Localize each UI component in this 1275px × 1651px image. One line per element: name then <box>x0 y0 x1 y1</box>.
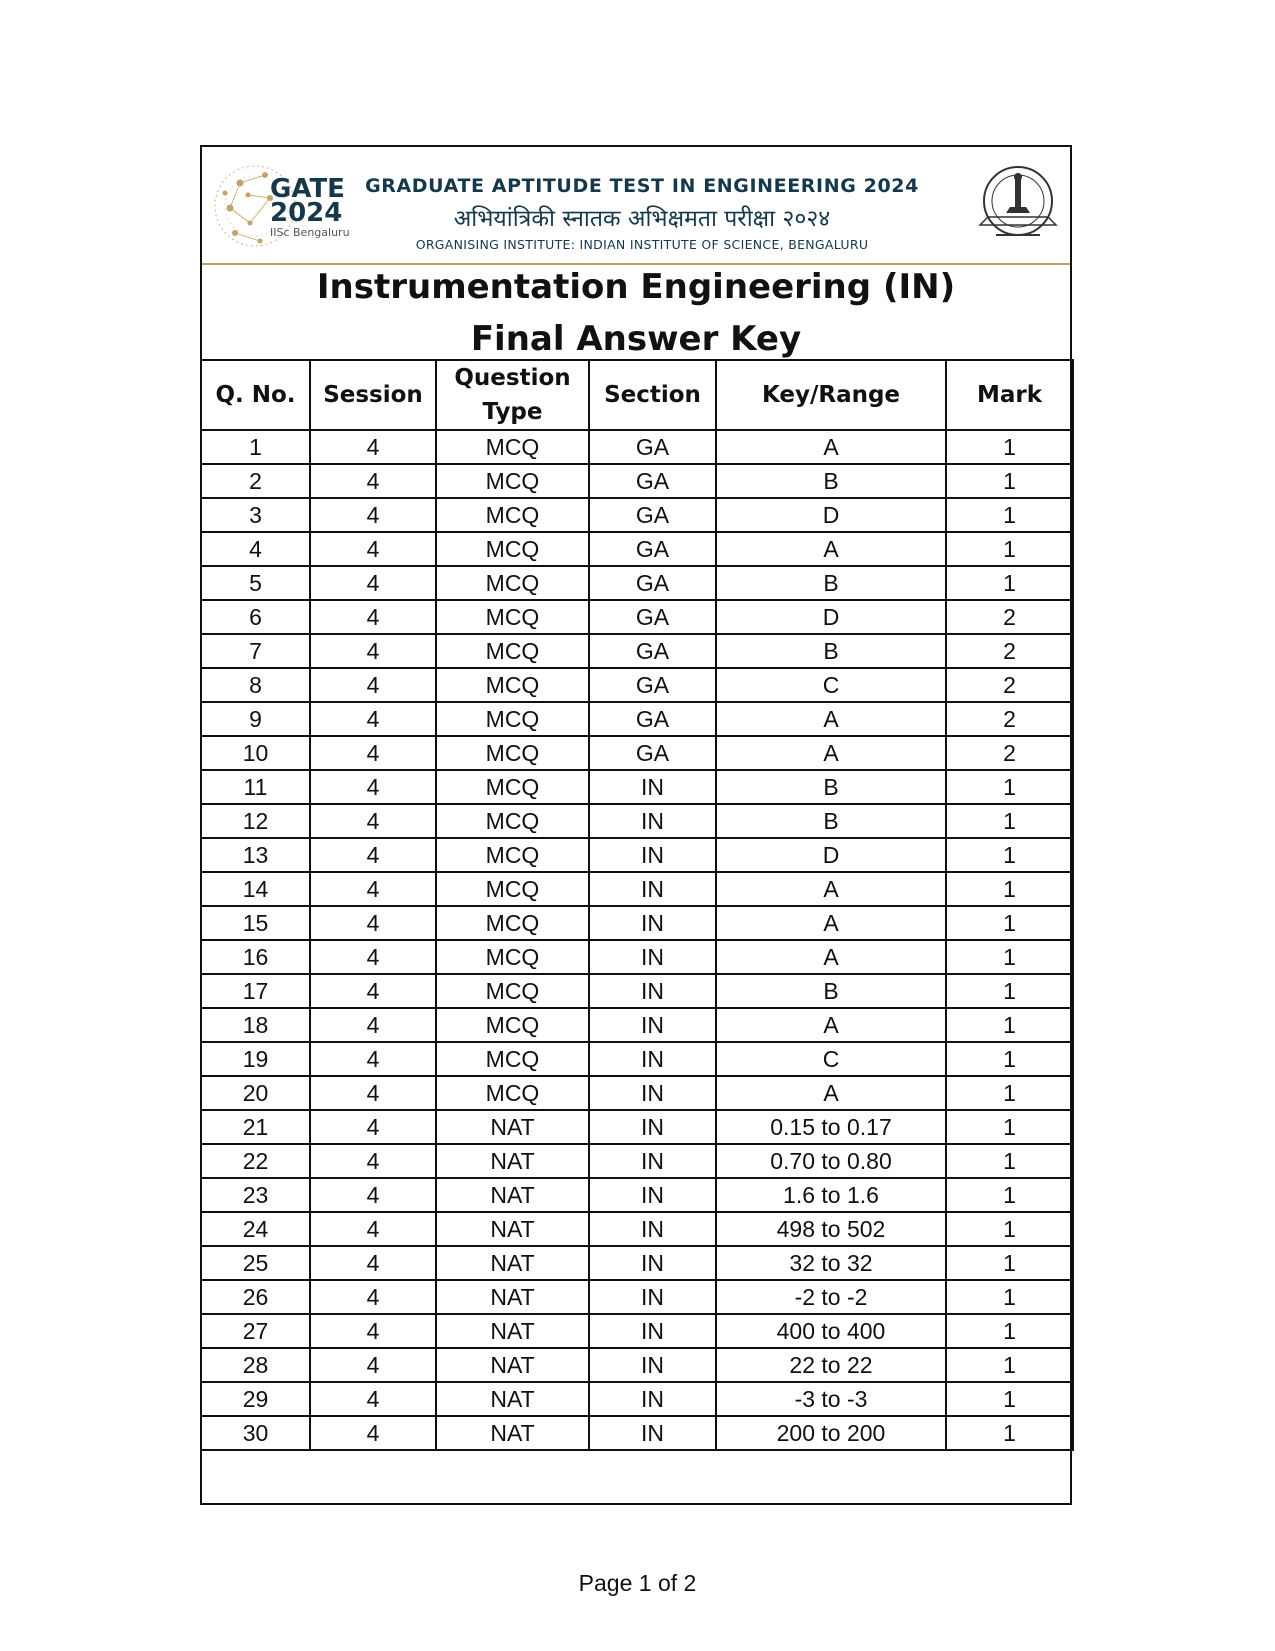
cell-qno: 29 <box>201 1382 310 1416</box>
cell-question-type: NAT <box>436 1416 589 1450</box>
cell-session: 4 <box>310 1212 436 1246</box>
cell-question-type: MCQ <box>436 838 589 872</box>
cell-key-range: C <box>716 1042 946 1076</box>
cell-qno: 5 <box>201 566 310 600</box>
cell-question-type: NAT <box>436 1348 589 1382</box>
cell-key-range: A <box>716 702 946 736</box>
table-row <box>201 1212 1073 1246</box>
table-row <box>201 1348 1073 1382</box>
table-row <box>201 974 1073 1008</box>
cell-mark: 1 <box>946 566 1073 600</box>
cell-question-type: NAT <box>436 1246 589 1280</box>
cell-session: 4 <box>310 1178 436 1212</box>
table-row <box>201 1076 1073 1110</box>
table-row <box>201 1008 1073 1042</box>
cell-section: IN <box>589 838 716 872</box>
cell-qno: 19 <box>201 1042 310 1076</box>
cell-section: IN <box>589 1110 716 1144</box>
cell-qno: 8 <box>201 668 310 702</box>
cell-question-type: MCQ <box>436 770 589 804</box>
table-row <box>201 668 1073 702</box>
table-row <box>201 430 1073 464</box>
cell-mark: 1 <box>946 770 1073 804</box>
cell-mark: 1 <box>946 498 1073 532</box>
cell-mark: 1 <box>946 1042 1073 1076</box>
cell-section: IN <box>589 1416 716 1450</box>
cell-section: IN <box>589 1178 716 1212</box>
cell-session: 4 <box>310 600 436 634</box>
cell-qno: 28 <box>201 1348 310 1382</box>
cell-key-range: B <box>716 974 946 1008</box>
cell-mark: 1 <box>946 430 1073 464</box>
cell-section: GA <box>589 464 716 498</box>
logo-line-iisc: IISc Bengaluru <box>270 226 350 239</box>
table-row <box>201 1144 1073 1178</box>
cell-question-type: MCQ <box>436 804 589 838</box>
document-title: Instrumentation Engineering (IN) <box>316 267 956 307</box>
table-row <box>201 634 1073 668</box>
cell-session: 4 <box>310 1348 436 1382</box>
cell-session: 4 <box>310 532 436 566</box>
document-header <box>202 147 1070 263</box>
cell-key-range: -3 to -3 <box>716 1382 946 1416</box>
cell-key-range: B <box>716 770 946 804</box>
cell-key-range: 32 to 32 <box>716 1246 946 1280</box>
table-row <box>201 1416 1073 1450</box>
cell-qno: 25 <box>201 1246 310 1280</box>
cell-mark: 2 <box>946 634 1073 668</box>
cell-question-type: MCQ <box>436 1042 589 1076</box>
gate-logo-text <box>270 174 350 241</box>
cell-session: 4 <box>310 566 436 600</box>
cell-question-type: NAT <box>436 1110 589 1144</box>
cell-question-type: MCQ <box>436 974 589 1008</box>
cell-mark: 1 <box>946 872 1073 906</box>
cell-section: GA <box>589 430 716 464</box>
table-row <box>201 600 1073 634</box>
iisc-emblem-icon <box>976 161 1060 245</box>
table-row <box>201 838 1073 872</box>
cell-key-range: B <box>716 464 946 498</box>
cell-session: 4 <box>310 1314 436 1348</box>
cell-question-type: MCQ <box>436 600 589 634</box>
table-row <box>201 1042 1073 1076</box>
cell-session: 4 <box>310 770 436 804</box>
cell-mark: 1 <box>946 804 1073 838</box>
cell-question-type: MCQ <box>436 464 589 498</box>
cell-question-type: MCQ <box>436 702 589 736</box>
cell-qno: 23 <box>201 1178 310 1212</box>
cell-section: GA <box>589 634 716 668</box>
cell-session: 4 <box>310 1076 436 1110</box>
cell-mark: 1 <box>946 1110 1073 1144</box>
cell-section: IN <box>589 940 716 974</box>
cell-qno: 21 <box>201 1110 310 1144</box>
cell-mark: 1 <box>946 1212 1073 1246</box>
cell-mark: 1 <box>946 974 1073 1008</box>
table-row <box>201 1110 1073 1144</box>
logo-line-gate: GATE <box>270 174 345 204</box>
cell-key-range: B <box>716 566 946 600</box>
cell-key-range: C <box>716 668 946 702</box>
cell-mark: 1 <box>946 906 1073 940</box>
cell-key-range: 400 to 400 <box>716 1314 946 1348</box>
table-row <box>201 1382 1073 1416</box>
cell-qno: 17 <box>201 974 310 1008</box>
cell-session: 4 <box>310 906 436 940</box>
cell-section: IN <box>589 974 716 1008</box>
cell-mark: 1 <box>946 838 1073 872</box>
cell-qno: 11 <box>201 770 310 804</box>
cell-question-type: MCQ <box>436 872 589 906</box>
cell-question-type: NAT <box>436 1212 589 1246</box>
cell-session: 4 <box>310 736 436 770</box>
cell-session: 4 <box>310 668 436 702</box>
cell-section: IN <box>589 804 716 838</box>
cell-key-range: 0.15 to 0.17 <box>716 1110 946 1144</box>
cell-section: IN <box>589 906 716 940</box>
cell-key-range: B <box>716 804 946 838</box>
cell-key-range: D <box>716 600 946 634</box>
cell-session: 4 <box>310 702 436 736</box>
cell-section: IN <box>589 1246 716 1280</box>
cell-mark: 1 <box>946 1008 1073 1042</box>
cell-qno: 6 <box>201 600 310 634</box>
cell-qno: 30 <box>201 1416 310 1450</box>
col-header-question-type: Question Type <box>436 360 589 430</box>
table-row <box>201 1246 1073 1280</box>
cell-qno: 24 <box>201 1212 310 1246</box>
col-header-key-range: Key/Range <box>716 360 946 430</box>
col-header-section: Section <box>589 360 716 430</box>
cell-session: 4 <box>310 1110 436 1144</box>
cell-key-range: A <box>716 1076 946 1110</box>
cell-session: 4 <box>310 804 436 838</box>
cell-key-range: B <box>716 634 946 668</box>
cell-qno: 2 <box>201 464 310 498</box>
cell-key-range: A <box>716 736 946 770</box>
table-row <box>201 702 1073 736</box>
cell-qno: 4 <box>201 532 310 566</box>
cell-qno: 22 <box>201 1144 310 1178</box>
cell-session: 4 <box>310 974 436 1008</box>
col-header-session: Session <box>310 360 436 430</box>
table-row <box>201 804 1073 838</box>
cell-section: IN <box>589 770 716 804</box>
cell-section: IN <box>589 1280 716 1314</box>
cell-question-type: MCQ <box>436 1008 589 1042</box>
header-title-english: GRADUATE APTITUDE TEST IN ENGINEERING 2024 <box>365 175 919 197</box>
cell-mark: 1 <box>946 1178 1073 1212</box>
page-number: Page 1 of 2 <box>578 1570 697 1596</box>
cell-session: 4 <box>310 940 436 974</box>
cell-section: GA <box>589 668 716 702</box>
cell-session: 4 <box>310 464 436 498</box>
cell-session: 4 <box>310 1008 436 1042</box>
cell-mark: 2 <box>946 736 1073 770</box>
cell-question-type: MCQ <box>436 736 589 770</box>
cell-mark: 1 <box>946 1076 1073 1110</box>
cell-question-type: NAT <box>436 1144 589 1178</box>
header-organiser: ORGANISING INSTITUTE: INDIAN INSTITUTE OF SCIENCE, BENGALURU <box>415 237 869 252</box>
cell-key-range: A <box>716 872 946 906</box>
cell-mark: 1 <box>946 1314 1073 1348</box>
cell-section: IN <box>589 1008 716 1042</box>
cell-key-range: 200 to 200 <box>716 1416 946 1450</box>
cell-question-type: MCQ <box>436 634 589 668</box>
cell-session: 4 <box>310 634 436 668</box>
cell-question-type: MCQ <box>436 566 589 600</box>
cell-key-range: A <box>716 1008 946 1042</box>
cell-qno: 14 <box>201 872 310 906</box>
cell-key-range: -2 to -2 <box>716 1280 946 1314</box>
table-row <box>201 532 1073 566</box>
table-body <box>201 430 1073 1450</box>
cell-session: 4 <box>310 430 436 464</box>
cell-qno: 27 <box>201 1314 310 1348</box>
cell-mark: 2 <box>946 702 1073 736</box>
cell-key-range: D <box>716 498 946 532</box>
cell-section: IN <box>589 1382 716 1416</box>
table-row <box>201 498 1073 532</box>
cell-qno: 15 <box>201 906 310 940</box>
cell-session: 4 <box>310 1382 436 1416</box>
cell-session: 4 <box>310 1042 436 1076</box>
cell-section: IN <box>589 872 716 906</box>
cell-section: GA <box>589 600 716 634</box>
cell-section: IN <box>589 1348 716 1382</box>
cell-mark: 1 <box>946 1348 1073 1382</box>
cell-key-range: 0.70 to 0.80 <box>716 1144 946 1178</box>
cell-mark: 2 <box>946 668 1073 702</box>
cell-question-type: MCQ <box>436 1076 589 1110</box>
cell-session: 4 <box>310 1280 436 1314</box>
cell-qno: 12 <box>201 804 310 838</box>
cell-mark: 1 <box>946 1416 1073 1450</box>
cell-section: GA <box>589 736 716 770</box>
cell-qno: 20 <box>201 1076 310 1110</box>
table-row <box>201 770 1073 804</box>
header-title-hindi: अभियांत्रिकी स्नातक अभिक्षमता परीक्षा २०२४ <box>453 206 831 232</box>
cell-key-range: A <box>716 532 946 566</box>
cell-key-range: D <box>716 838 946 872</box>
cell-key-range: A <box>716 430 946 464</box>
table-row <box>201 906 1073 940</box>
cell-section: IN <box>589 1212 716 1246</box>
cell-session: 4 <box>310 1246 436 1280</box>
cell-section: GA <box>589 532 716 566</box>
cell-mark: 1 <box>946 1280 1073 1314</box>
cell-section: IN <box>589 1314 716 1348</box>
logo-line-year: 2024 <box>270 198 343 228</box>
table-row <box>201 1280 1073 1314</box>
cell-section: IN <box>589 1042 716 1076</box>
cell-qno: 7 <box>201 634 310 668</box>
cell-qno: 26 <box>201 1280 310 1314</box>
cell-key-range: 1.6 to 1.6 <box>716 1178 946 1212</box>
cell-mark: 1 <box>946 1246 1073 1280</box>
cell-qno: 9 <box>201 702 310 736</box>
cell-question-type: MCQ <box>436 906 589 940</box>
cell-qno: 10 <box>201 736 310 770</box>
cell-key-range: A <box>716 940 946 974</box>
document-subtitle: Final Answer Key <box>470 319 802 359</box>
header-divider <box>202 263 1070 265</box>
answer-key-table <box>200 359 1074 1451</box>
cell-qno: 16 <box>201 940 310 974</box>
cell-session: 4 <box>310 838 436 872</box>
table-row <box>201 940 1073 974</box>
cell-mark: 1 <box>946 1144 1073 1178</box>
table-row <box>201 736 1073 770</box>
cell-qno: 3 <box>201 498 310 532</box>
cell-qno: 18 <box>201 1008 310 1042</box>
cell-section: GA <box>589 566 716 600</box>
cell-question-type: MCQ <box>436 940 589 974</box>
cell-question-type: NAT <box>436 1382 589 1416</box>
cell-session: 4 <box>310 1144 436 1178</box>
table-row <box>201 464 1073 498</box>
table-header-row <box>201 360 1073 430</box>
cell-session: 4 <box>310 872 436 906</box>
cell-session: 4 <box>310 498 436 532</box>
cell-key-range: 22 to 22 <box>716 1348 946 1382</box>
table-row <box>201 1314 1073 1348</box>
cell-key-range: A <box>716 906 946 940</box>
cell-question-type: MCQ <box>436 498 589 532</box>
answer-key-frame <box>200 145 1072 1505</box>
cell-question-type: MCQ <box>436 430 589 464</box>
cell-question-type: MCQ <box>436 532 589 566</box>
cell-qno: 1 <box>201 430 310 464</box>
cell-question-type: NAT <box>436 1280 589 1314</box>
table-row <box>201 566 1073 600</box>
cell-section: GA <box>589 702 716 736</box>
cell-key-range: 498 to 502 <box>716 1212 946 1246</box>
cell-mark: 1 <box>946 464 1073 498</box>
cell-qno: 13 <box>201 838 310 872</box>
cell-section: GA <box>589 498 716 532</box>
table-row <box>201 872 1073 906</box>
col-header-mark: Mark <box>946 360 1073 430</box>
cell-mark: 1 <box>946 940 1073 974</box>
table-row <box>201 1178 1073 1212</box>
cell-question-type: MCQ <box>436 668 589 702</box>
cell-section: IN <box>589 1076 716 1110</box>
cell-question-type: NAT <box>436 1314 589 1348</box>
cell-question-type: NAT <box>436 1178 589 1212</box>
col-header-qno: Q. No. <box>201 360 310 430</box>
cell-session: 4 <box>310 1416 436 1450</box>
cell-mark: 2 <box>946 600 1073 634</box>
cell-section: IN <box>589 1144 716 1178</box>
cell-mark: 1 <box>946 532 1073 566</box>
cell-mark: 1 <box>946 1382 1073 1416</box>
